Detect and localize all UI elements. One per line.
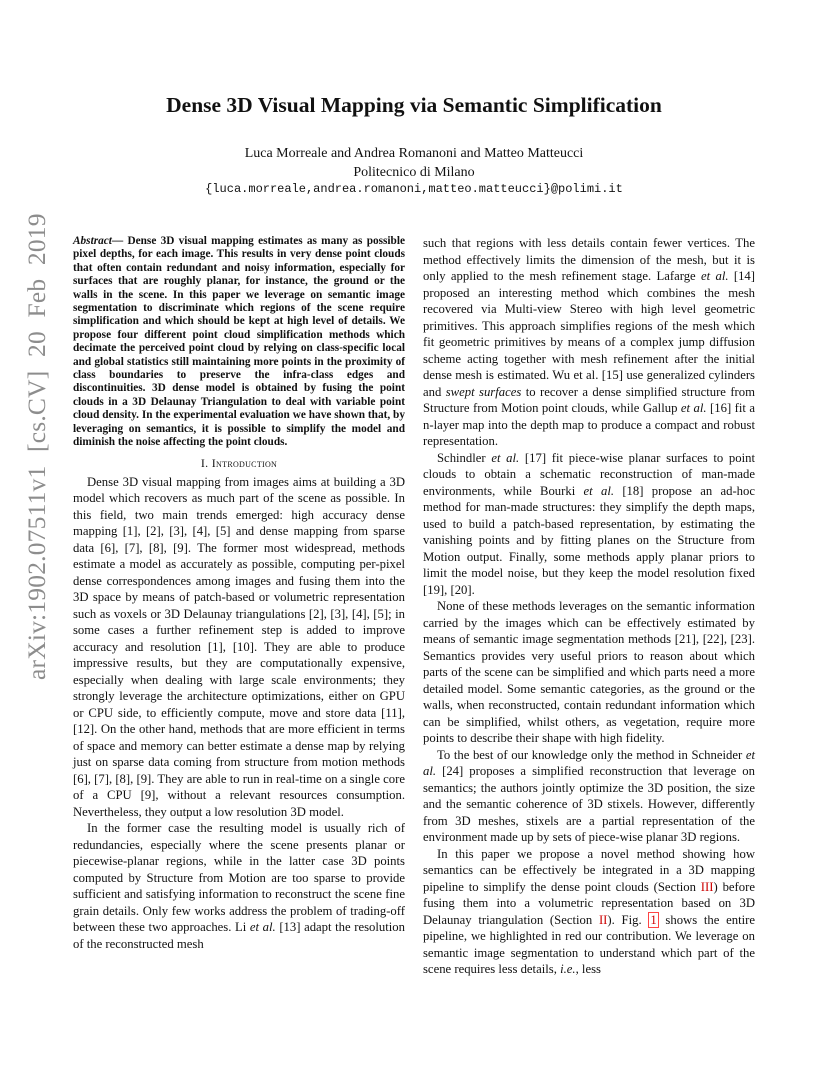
text-run: [17] fit piece-wise planar surfaces to point clouds to obtain a schematic reconstruction of man-made environments, while Bourki <box>423 450 755 498</box>
text-run: [13] adapt the resolution of the reconstructed mesh <box>73 920 405 951</box>
left-column <box>73 235 405 952</box>
text-run: To the best of our knowledge only the method in Schneider <box>437 747 746 762</box>
abstract-dash: — <box>111 235 128 247</box>
text-run: ) before fusing them into a volumetric representation based on 3D Delaunay triangulation (Section <box>423 879 755 927</box>
intro-paragraph-6 <box>423 747 755 846</box>
emphasis: swept surfaces <box>445 384 522 399</box>
intro-paragraph-2 <box>73 820 405 952</box>
author-list: Luca Morreale and Andrea Romanoni and Matteo Matteucci <box>244 146 584 161</box>
intro-paragraph-4 <box>423 450 755 599</box>
text-run: Schindler <box>437 450 492 465</box>
right-column <box>423 235 755 978</box>
figure-link-1[interactable]: 1 <box>650 912 657 927</box>
emphasis: i.e. <box>560 962 576 976</box>
abstract-label: Abstract <box>73 235 112 247</box>
text-run: ). Fig. <box>607 912 649 927</box>
text-run: shows the entire pipeline, we highlighted in red our contribution. We leverage on semantic image segmentation to understand which part of the scene requires less details, <box>423 912 756 976</box>
text-run: [14] proposed an interesting method which combines the mesh recovered via Multi-view Stereo with high level geometric primitives. This approach simplifies regions of the mesh which fit geometric primitives by means of a complex jump diffusion scheme acting together with mesh refinement after the initial dense mesh is estimated. Wu et al. [15] use generalized cylinders and <box>423 269 756 399</box>
text-run: [16] fit a n-layer map into the depth map to produce a compact and robust representation. <box>423 401 755 448</box>
emphasis: et al. <box>701 269 729 283</box>
arxiv-stamp: arXiv:1902.07511v1 [cs.CV] 20 Feb 2019 <box>22 213 51 680</box>
text-run: such that regions with less details contain fewer vertices. The method effectively limits the dimension of the mesh, but it is only applied to the mesh refinement stage. Lafarge <box>423 236 755 283</box>
abstract-text: Dense 3D visual mapping estimates as many as possible pixel depths, for each image. This results in very dense point clouds that often contain redundant and noisy information, especially for surfaces that are roughly planar, for instance, the ground or the walls in the scene. In this paper we leverage on semantic image segmentation to discriminate which regions of the scene require simplification and which should be kept at high level of details. We propose four different point cloud simplification methods which decimate the perceived point cloud by relying on class-specific local and global statistics still maintaining more points in the proximity of class boundaries to preserve the infra-class edges and discontinuities. 3D dense model is obtained by fusing the point clouds in a 3D Delaunay Triangulation to deal with variable point cloud density. In the experimental evaluation we have shown that, by leveraging on semantics, it is possible to simplify the model and diminish the noise affecting the point clouds. <box>73 235 405 449</box>
emphasis: et al. <box>583 483 615 498</box>
text-run: [24] proposes a simplified reconstruction that leverage on semantics; the authors jointly optimize the 3D position, the size and the semantic coherence of 3D stixels. However, differently from 3D meshes, stixels are a partial representation of the environment made up by sets of piece-wise planar 3D regions. <box>423 764 755 844</box>
abstract <box>73 235 405 450</box>
emphasis: et al. <box>423 747 755 778</box>
intro-paragraph-5: None of these methods leverages on the semantic information carried by the images which can be effectively estimated by means of semantic image segmentation methods [21], [22], [23]. Semantics provides very useful priors to reason about which parts of the scene can be simplified and which parts need a more detailed model. Some semantic categories, as the ground or the walls, when reconstructed, contain redundant information which can be simplified, whilst others, as vegetation, require more points to describe their shape with high fidelity. <box>423 599 755 745</box>
author-emails: {luca.morreale,andrea.romanoni,matteo.matteucci}@polimi.it <box>205 182 623 196</box>
intro-paragraph-7 <box>423 846 755 978</box>
text-run: In the former case the resulting model is usually rich of redundancies, especially where the scene presents planar or piecewise-planar regions, while in the latter case 3D points computed by Structure from Motion are too sparse to provide sufficient and satisfying information to reconstruct the scene fine grain details. Only few works address the problem of trading-off between these two approaches. Li <box>73 821 405 934</box>
intro-paragraph-3 <box>423 235 755 450</box>
text-run: to recover a dense simplified structure from Structure from Motion point clouds, while Gallup <box>423 384 755 415</box>
text-run: In this paper we propose a novel method showing how semantics can be effectively be integrated in a 3D mapping pipeline to simplify the dense point clouds (Section <box>423 846 755 894</box>
paper-title: Dense 3D Visual Mapping via Semantic Simplification <box>166 93 662 117</box>
text-run: [18] propose an ad-hoc method for man-made structures: they simplify the depth maps, used to build a patch-based representation, by estimating the vanishing points and by fitting planes on the Structure from Motion output. Finally, some methods apply planar priors to limit the model noise, but they keep the model resolution fixed [19], [20]. <box>423 483 756 597</box>
emphasis: et al. <box>491 450 520 465</box>
emphasis: et al. <box>249 920 276 934</box>
section-link-ii[interactable]: II <box>598 912 608 927</box>
emphasis: et al. <box>680 401 707 415</box>
section-link-iii[interactable]: III <box>700 879 714 894</box>
intro-paragraph-1: Dense 3D visual mapping from images aims at building a 3D model which recovers as much part of the scene as possible. In this field, two main trends emerged: high accuracy dense mapping [1], [2], [3], [4], [5] and dense mapping from sparse data [6], [7], [8], [9]. The former most widespread, methods estimate a model as accurately as possible, computing per-pixel dense correspondences among images and fusing them into the 3D space by means of patch-based or volumetric representation such as voxels or 3D Delaunay triangulations [2], [3], [4], [5]; in some cases a further refinement step is added to improve accuracy and resolution [1], [10]. They are able to produce impressive results, but they are computationally expensive, especially when dealing with large scale environments; they strongly leverage the architecture optimizations, either on GPU or CPU side, to efficiently compute, move and store data [11], [12]. On the other hand, methods that are more efficient in terms of space and memory can better estimate a dense map by relying just on sparse data coming from structure from motion methods [6], [7], [8], [9]. They are able to run in real-time on a single core of a CPU [9], without a relevant resources consumption. Nevertheless, they output a low resolution 3D model. <box>73 474 405 819</box>
affiliation: Politecnico di Milano <box>353 165 475 180</box>
text-run: , less <box>575 962 601 976</box>
section-heading-introduction: I. Introduction <box>200 455 278 470</box>
